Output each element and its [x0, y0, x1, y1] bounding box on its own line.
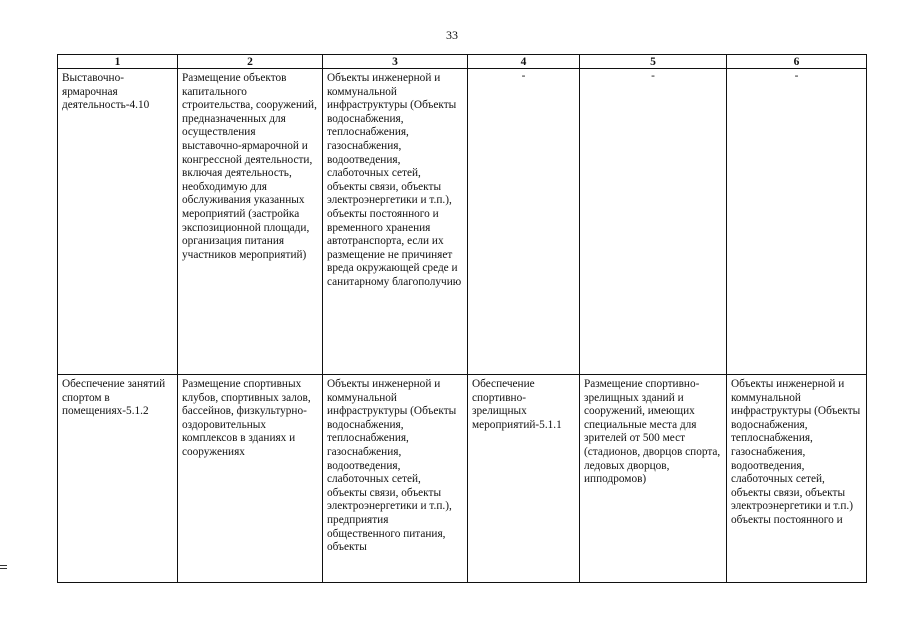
table-cell: - [580, 69, 727, 375]
page-number: 33 [446, 28, 458, 42]
margin-mark-icon [0, 565, 7, 572]
table-cell: - [727, 69, 867, 375]
column-header: 3 [323, 55, 468, 69]
table-cell: Объекты инженерной и коммунальной инфраструктуры (Объекты водоснабжения, теплоснабжения, газоснабжения, водоотведения, слаботочных сетей, объекты связи, объекты электроэнергетики и т.п.), предприятия общественного питания, объекты [323, 375, 468, 583]
table-row [58, 375, 867, 583]
land-use-table [57, 54, 867, 583]
table-cell: Размещение спортивно-зрелищных зданий и сооружений, имеющих специальные места для зрителей от 500 мест (стадионов, дворцов спорта, ледовых дворцов, ипподромов) [580, 375, 727, 583]
column-header: 5 [580, 55, 727, 69]
table-cell: - [468, 69, 580, 375]
column-header: 1 [58, 55, 178, 69]
table-cell: Размещение спортивных клубов, спортивных залов, бассейнов, физкультурно-оздоровительных комплексов в зданиях и сооружениях [178, 375, 323, 583]
table-cell: Обеспечение спортивно-зрелищных мероприятий-5.1.1 [468, 375, 580, 583]
table-cell: Выставочно-ярмарочная деятельность-4.10 [58, 69, 178, 375]
column-header: 2 [178, 55, 323, 69]
table-cell: Размещение объектов капитального строительства, сооружений, предназначенных для осуществления выставочно-ярмарочной и конгрессной деятельности, включая деятельность, необходимую для обслуживания указанных мероприятий (застройка экспозиционной площади, организация питания участников мероприятий) [178, 69, 323, 375]
table-cell: Объекты инженерной и коммунальной инфраструктуры (Объекты водоснабжения, теплоснабжения, газоснабжения, водоотведения, слаботочных сетей, объекты связи, объекты электроэнергетики и т.п.), объекты постоянного и временного хранения автотранспорта, если их размещение не причиняет вреда окружающей среде и санитарному благополучию [323, 69, 468, 375]
table-row [58, 69, 867, 375]
column-header: 6 [727, 55, 867, 69]
column-header: 4 [468, 55, 580, 69]
table-header-row [58, 55, 867, 69]
table-cell: Объекты инженерной и коммунальной инфраструктуры (Объекты водоснабжения, теплоснабжения, газоснабжения, водоотведения, слаботочных сетей, объекты связи, объекты электроэнергетики и т.п.) объекты постоянного и [727, 375, 867, 583]
table-cell: Обеспечение занятий спортом в помещениях-5.1.2 [58, 375, 178, 583]
